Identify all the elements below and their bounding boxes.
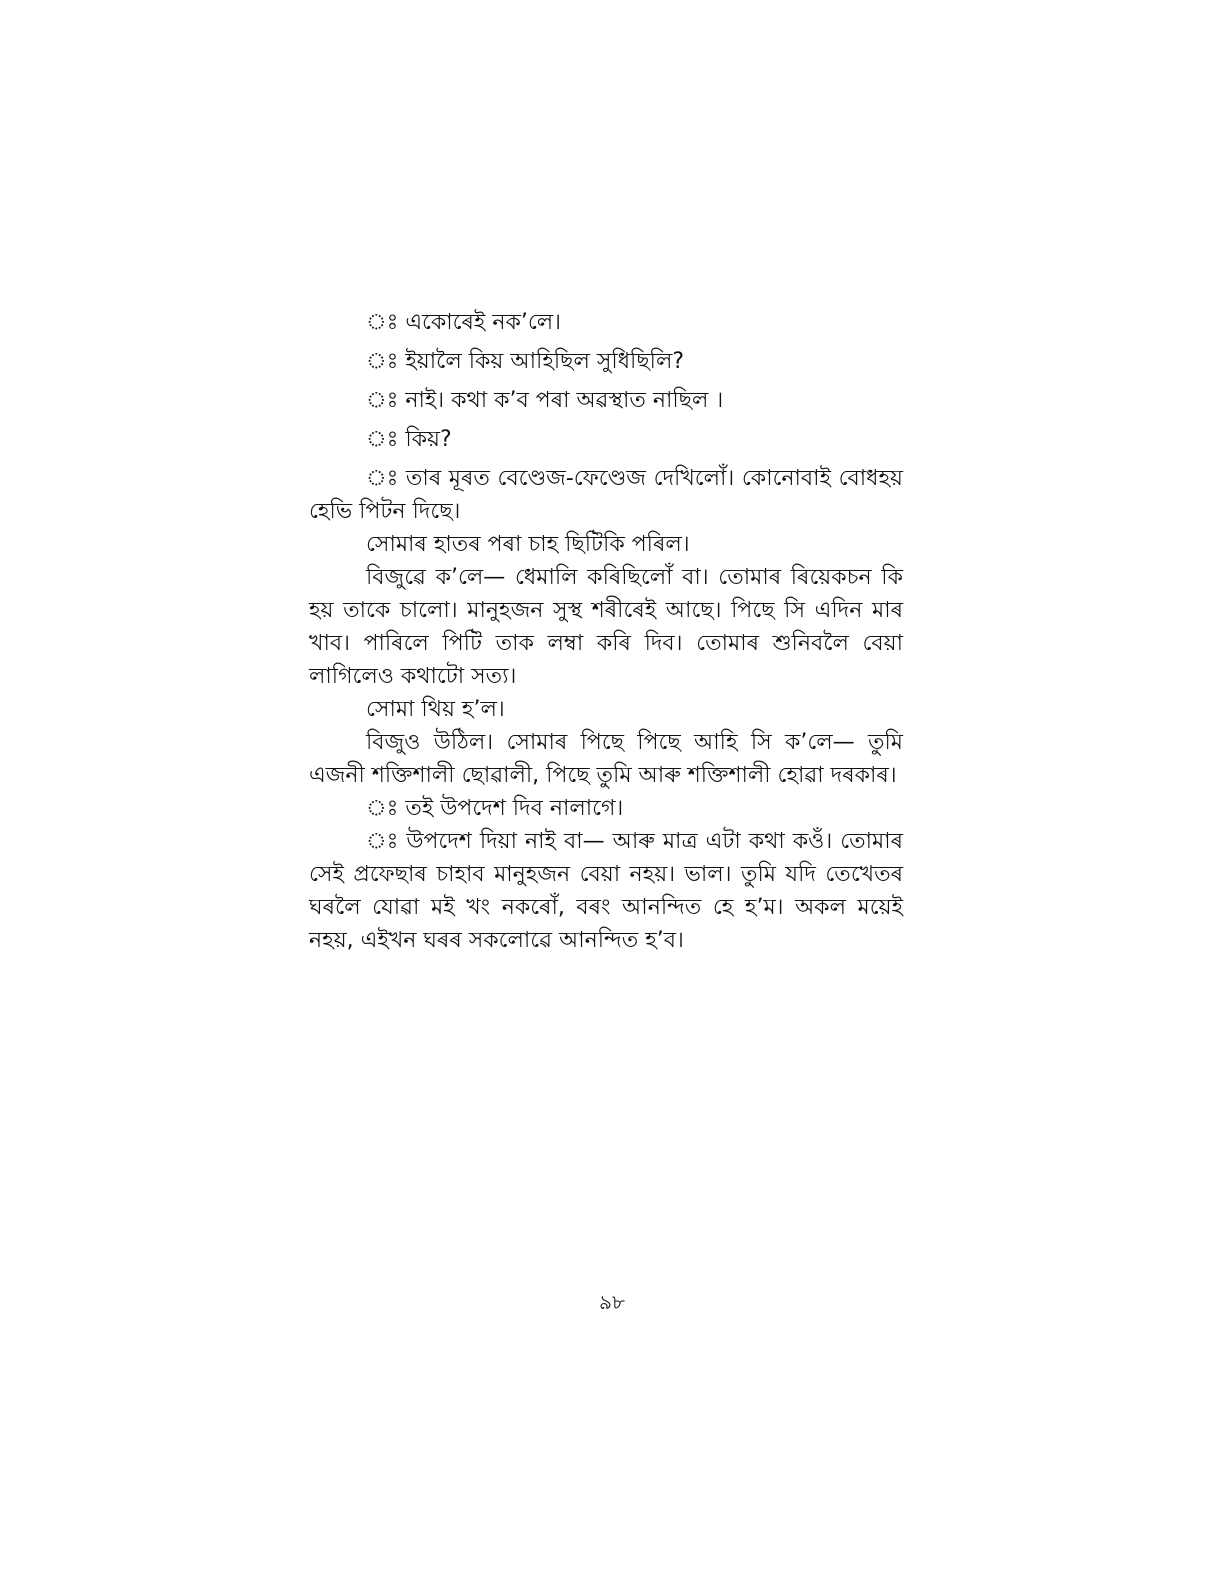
paragraph-2: ঃ ইয়ালৈ কিয় আহিছিল সুধিছিলি?	[366, 349, 685, 374]
paragraph-9: বিজুও উঠিল। সোমাৰ পিছে পিছে আহি সি ক’লে— তুমি এজনী শক্তিশালী ছোৱালী, পিছে তুমি আৰু শক্তিশালী হোৱা দৰকাৰ।	[309, 730, 903, 788]
paragraph-4: ঃ কিয়?	[366, 427, 452, 452]
paragraph-7: বিজুৱে ক’লে— ধেমালি কৰিছিলোঁ বা। তোমাৰ ৰিয়েকচন কি হয় তাকে চালো। মানুহজন সুস্থ শৰীৰেই আছে। পিছে সি এদিন মাৰ খাব। পাৰিলে পিটি তাক লম্বা কৰি দিব। তোমাৰ শুনিবলৈ বেয়া লাগিলেও কথাটো সত্য।	[309, 565, 903, 689]
page-body-text	[309, 306, 903, 957]
paragraph-5: ঃ তাৰ মূৰত বেণ্ডেজ-ফেণ্ডেজ দেখিলোঁ। কোনোবাই বোধহয় হেভি পিটন দিছে।	[309, 466, 903, 524]
paragraph-10: ঃ তই উপদেশ দিব নালাগে।	[366, 796, 624, 821]
page-number: ৯৮	[599, 1290, 625, 1314]
paragraph-6: সোমাৰ হাতৰ পৰা চাহ ছিটিকি পৰিল।	[366, 532, 690, 557]
paragraph-8: সোমা থিয় হ’ল।	[366, 697, 505, 722]
paragraph-1: ঃ একোৰেই নক’লে।	[366, 310, 562, 335]
paragraph-3: ঃ নাই। কথা ক’ব পৰা অৱস্থাত নাছিল ।	[366, 388, 724, 413]
paragraph-11: ঃ উপদেশ দিয়া নাই বা— আৰু মাত্ৰ এটা কথা কওঁ। তোমাৰ সেই প্ৰফেছাৰ চাহাব মানুহজন বেয়া নহয়। ভাল। তুমি যদি তেখেতৰ ঘৰলৈ যোৱা মই খং নকৰোঁ, বৰং আনন্দিত হে হ’ম। অকল ময়েই নহয়, এইখন ঘৰৰ সকলোৱে আনন্দিত হ’ব।	[309, 829, 903, 953]
